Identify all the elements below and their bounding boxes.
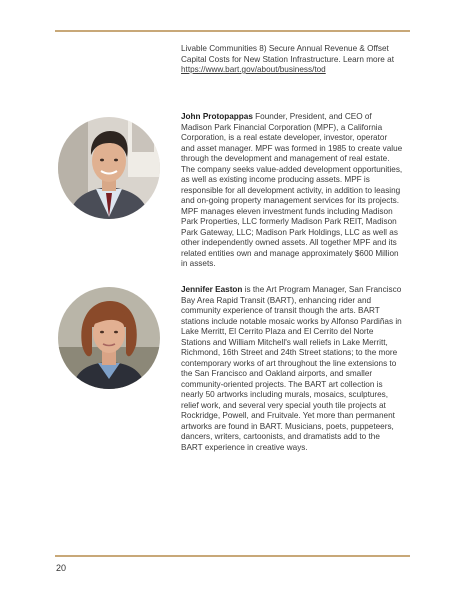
bio-jennifer-easton <box>181 285 403 453</box>
bio-john-protopappas <box>181 112 403 270</box>
portrait-jennifer-easton <box>58 287 160 389</box>
intro-paragraph <box>181 44 403 76</box>
bio-name: Jennifer Easton <box>181 285 243 294</box>
bio-name: John Protopappas <box>181 112 253 121</box>
top-rule <box>55 30 410 32</box>
portrait-john-protopappas <box>58 117 160 219</box>
bottom-rule <box>55 555 410 557</box>
tod-link[interactable]: https://www.bart.gov/about/business/tod <box>181 65 326 74</box>
page-number: 20 <box>56 563 67 573</box>
portrait-man-image <box>58 117 160 219</box>
intro-text: Livable Communities 8) Secure Annual Revenue & Offset Capital Costs for New Station Infrastructure. Learn more at <box>181 44 394 64</box>
bio-text: is the Art Program Manager, San Francisco Bay Area Rapid Transit (BART), enhancing rider and community experience of transit though the arts. BART stations include notable mosaic works by Alfonso Pardiñas in Lake Merritt, El Cerrito Plaza and El Cerrito del Norte Stations and William Mitchell's wall reliefs in Lake Merritt, Richmond, 16th Street and 24th Street stations; to the more contemporary works of art throughout the line extensions to the San Francisco and Oakland airports, and smaller community-oriented projects. The BART art collection is nearly 50 artworks including murals, mosaics, sculptures, relief work, and several very special youth tile projects at Rockridge, Powell, and Fruitvale. Yet more than permanent artworks are found in BART. Musicians, poets, puppeteers, dancers, writers, cartoonists, and dramatists add to the BART experience in creative ways. <box>181 285 402 452</box>
bio-text: Founder, President, and CEO of Madison Park Financial Corporation (MPF), a California Corporation, is a real estate developer, investor, operator and asset manager. MPF was formed in 1985 to create value through the development and management of real estate. The company seeks value-added development opportunities, as well as existing income producing assets. MPF is responsible for all development activity, in addition to leasing and on-going property management services for its projects. MPF manages eleven investment funds including Madison Park Properties, LLC formerly Madison Park REIT, Madison Park Gateway, LLC; Madison Park Holdings, LLC as well as other independently owned assets. All together MPF and its related entities own and manage approximately $600 Million in assets. <box>181 112 403 268</box>
portrait-woman-image <box>58 287 160 389</box>
